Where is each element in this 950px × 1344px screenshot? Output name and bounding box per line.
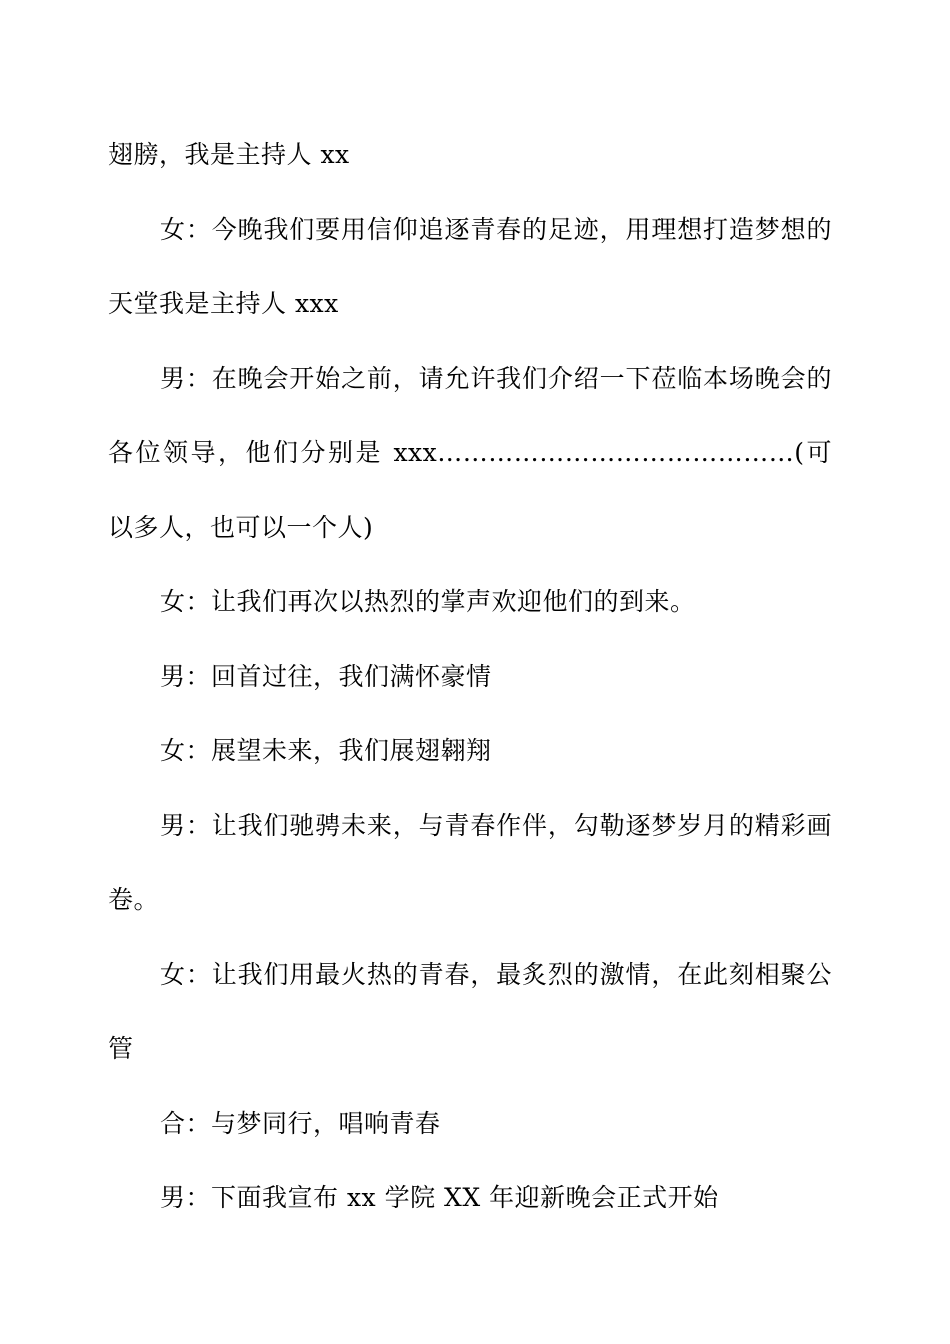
paragraph-male-past: 男：回首过往，我们满怀豪情 — [160, 661, 492, 691]
paragraph-together: 合：与梦同行，唱响青春 — [160, 1108, 441, 1138]
paragraph-male-leaders-intro: 男：在晚会开始之前，请允许我们介绍一下莅临本场晚会的各位领导，他们分别是 xxx……………………………………(可以多人，也可以一个人) — [108, 363, 832, 542]
paragraph-female-future: 女：展望未来，我们展翅翱翔 — [160, 736, 492, 765]
paragraph-female-gather: 女：让我们用最火热的青春，最炙烈的激情，在此刻相聚公管 — [108, 959, 832, 1063]
document-body — [108, 118, 832, 1236]
paragraph-female-host-intro: 女：今晚我们要用信仰追逐青春的足迹，用理想打造梦想的天堂我是主持人 xxx — [108, 214, 832, 318]
paragraph-female-applause: 女：让我们再次以热烈的掌声欢迎他们的到来。 — [160, 587, 696, 616]
paragraph-male-announce: 男：下面我宣布 xx 学院 XX 年迎新晚会正式开始 — [160, 1183, 719, 1212]
paragraph-male-gallop: 男：让我们驰骋未来，与青春作伴，勾勒逐梦岁月的精彩画卷。 — [108, 810, 832, 914]
paragraph-continuation: 翅膀，我是主持人 xx — [108, 140, 350, 169]
